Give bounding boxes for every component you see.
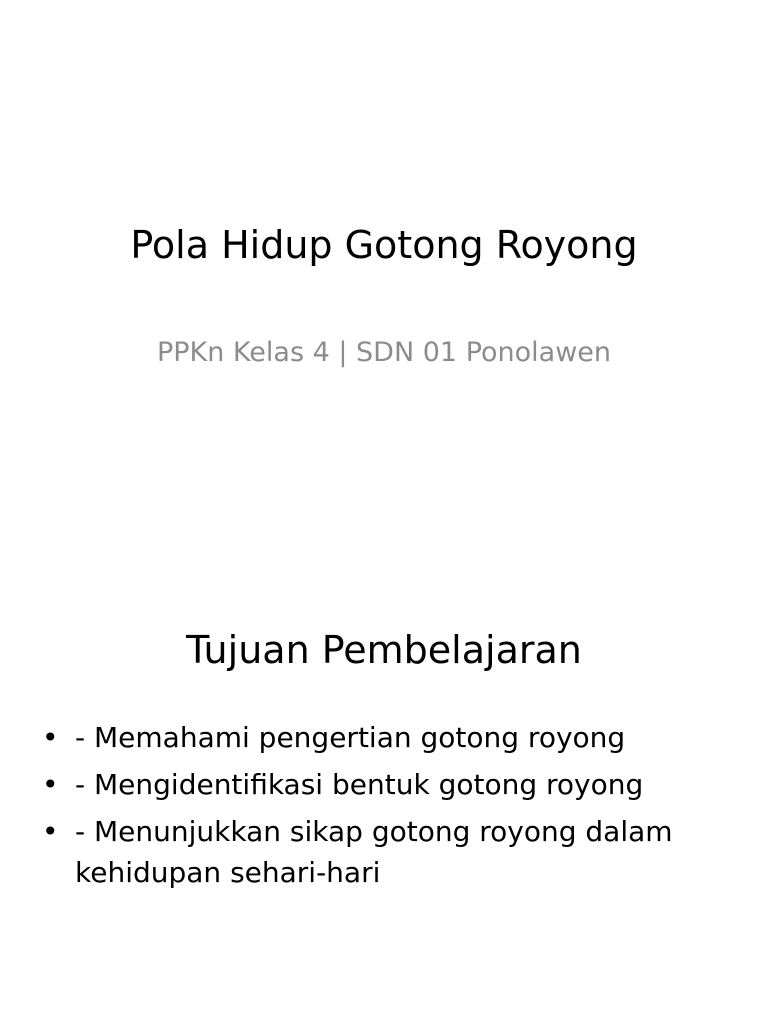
slide-title: Pola Hidup Gotong Royong <box>130 223 638 267</box>
section-title: Tujuan Pembelajaran <box>186 628 582 672</box>
slide-subtitle: PPKn Kelas 4 | SDN 01 Ponolawen <box>156 337 612 368</box>
list-item-text: - Mengidentifikasi bentuk gotong royong <box>75 768 644 801</box>
list-item <box>40 811 700 893</box>
objectives-list <box>40 717 700 899</box>
list-item <box>40 764 700 805</box>
bullet-icon: • <box>42 815 59 848</box>
bullet-icon: • <box>42 721 59 754</box>
list-item-text: - Memahami pengertian gotong royong <box>75 721 626 754</box>
bullet-icon: • <box>42 768 59 801</box>
objectives-slide <box>0 512 768 1024</box>
list-item-text: - Menunjukkan sikap gotong royong dalam kehidupan sehari-hari <box>75 815 673 889</box>
list-item <box>40 717 700 758</box>
